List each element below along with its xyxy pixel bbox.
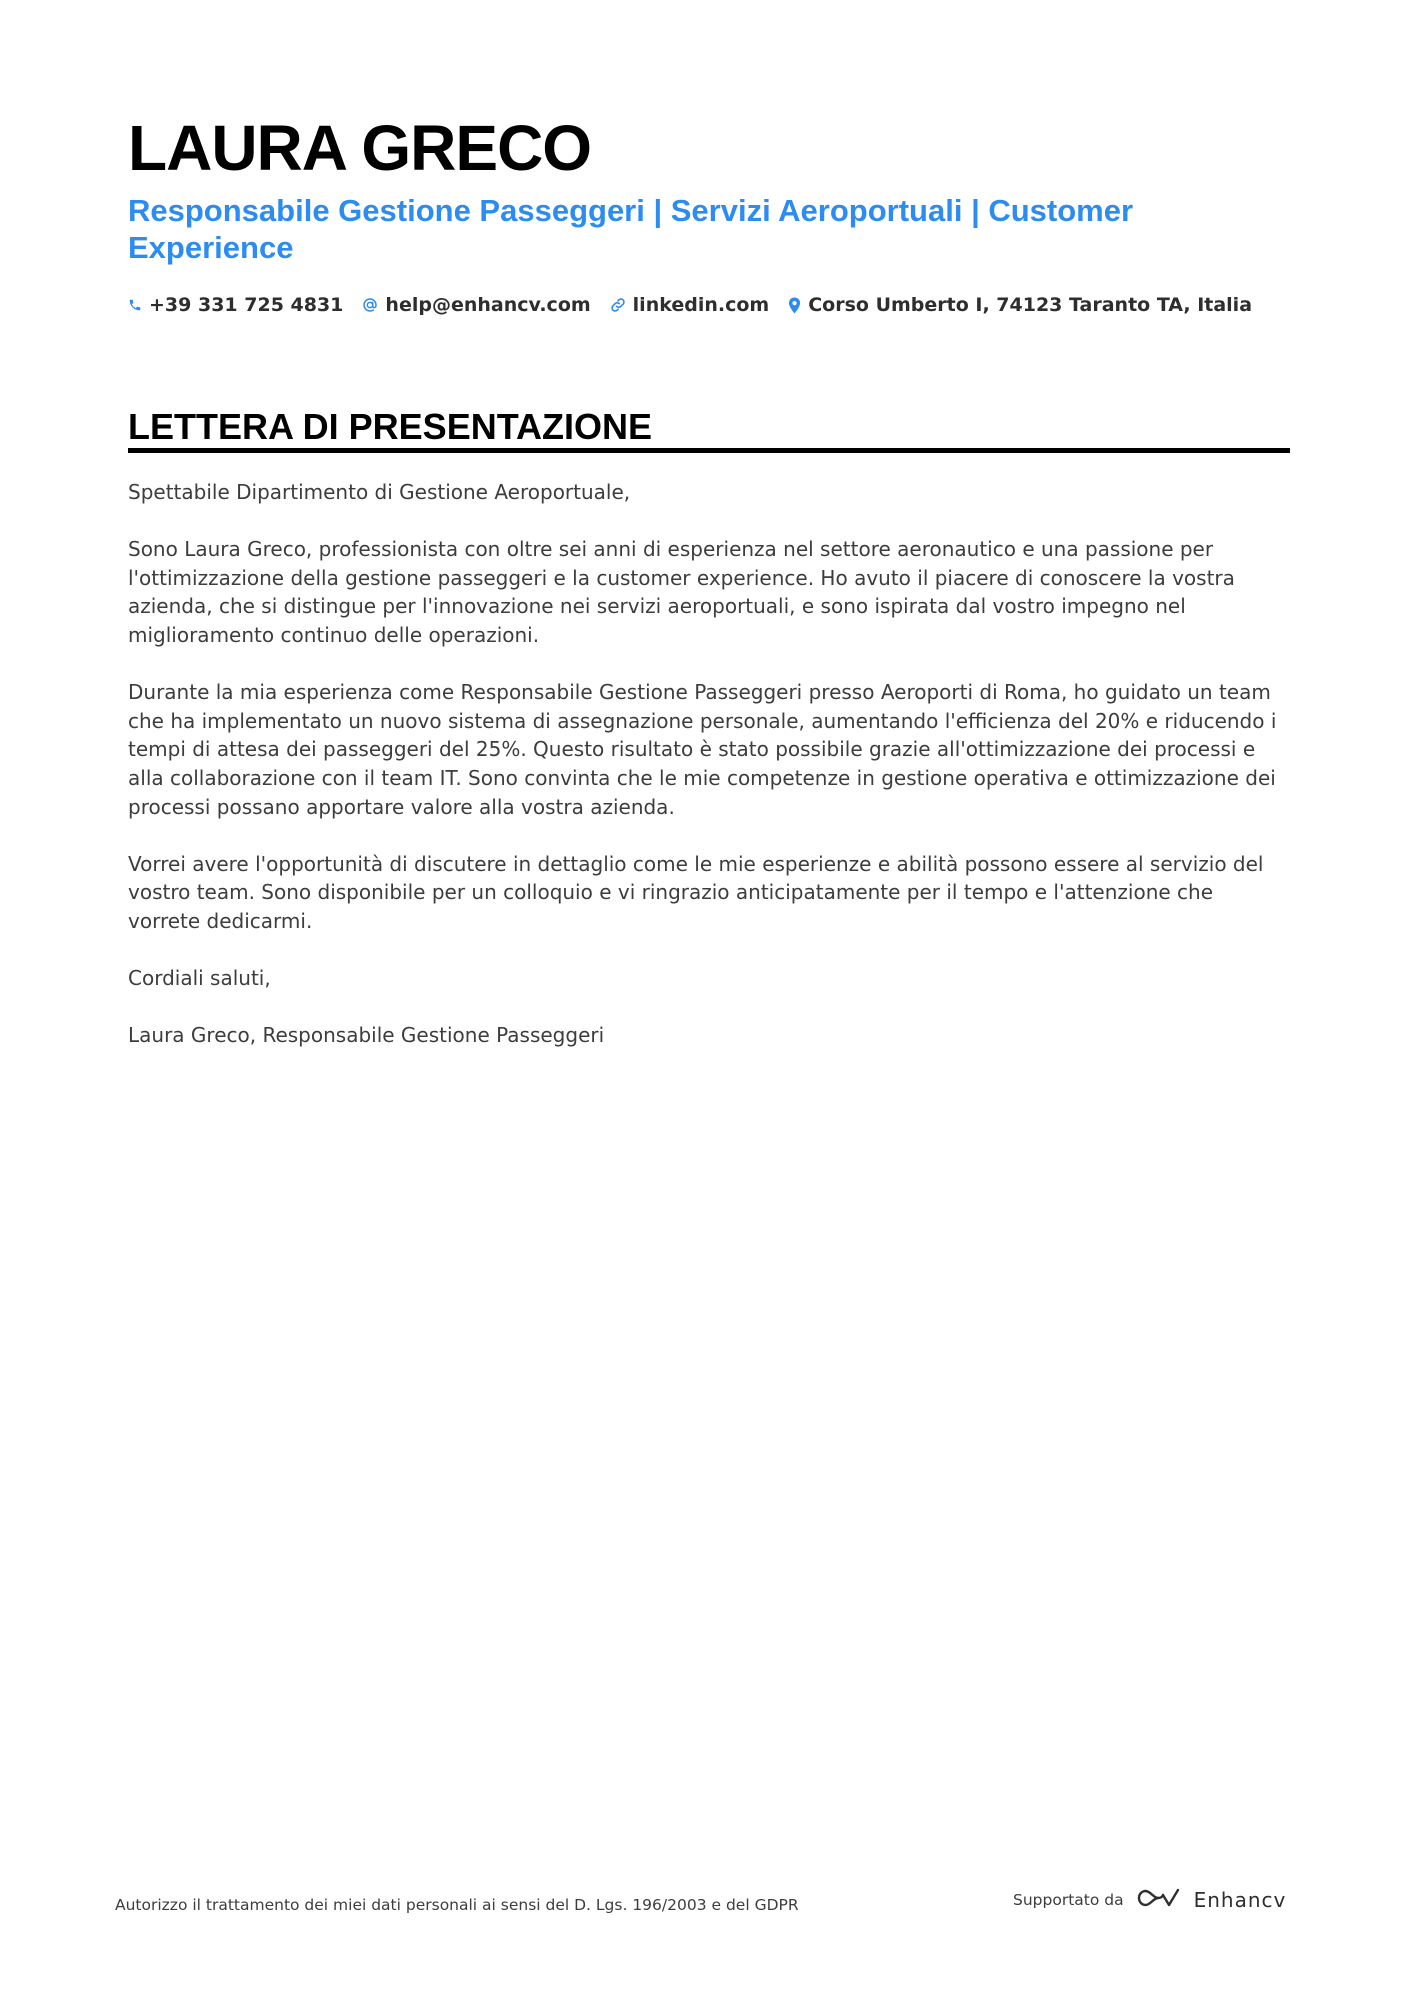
contact-email[interactable] bbox=[362, 292, 590, 318]
letter-body bbox=[128, 478, 1290, 1078]
letter-signature: Laura Greco, Responsabile Gestione Passeggeri bbox=[128, 1023, 605, 1048]
contact-address bbox=[788, 292, 1252, 318]
contact-linkedin[interactable] bbox=[610, 292, 770, 318]
phone-text: +39 331 725 4831 bbox=[149, 294, 344, 316]
letter-paragraph: Sono Laura Greco, professionista con oltre sei anni di esperienza nel settore aeronautico e una passione per l'ottimizzazione della gestione passeggeri e la customer experience. Ho avuto il piacere di conoscere la vostra azienda, che si distingue per l'innovazione nei servizi aeroportuali, e sono ispirata dal vostro impegno nel miglioramento continuo delle operazioni. bbox=[128, 537, 1235, 647]
letter-salutation: Spettabile Dipartimento di Gestione Aeroportuale, bbox=[128, 480, 631, 504]
link-icon bbox=[610, 297, 626, 313]
section-divider bbox=[128, 448, 1290, 453]
letter-closing: Cordiali saluti, bbox=[128, 966, 271, 991]
candidate-name: LAURA GRECO bbox=[128, 112, 592, 184]
location-pin-icon bbox=[788, 297, 801, 314]
letter-paragraph: Durante la mia esperienza come Responsabile Gestione Passeggeri presso Aeroporti di Roma, ho guidato un team che ha implementato un nuovo sistema di assegnazione personale, aumentando l'efficienza del 20% e riducendo i tempi di attesa dei passeggeri del 25%. Questo risultato è stato possibile grazie all'ottimizzazione dei processi e alla collaborazione con il team IT. Sono convinta che le mie competenze in gestione operativa e ottimizzazione dei processi possano apportare valore alla vostra azienda. bbox=[128, 680, 1277, 819]
section-title: LETTERA DI PRESENTAZIONE bbox=[128, 406, 653, 447]
powered-by[interactable] bbox=[1013, 1886, 1286, 1914]
address-text: Corso Umberto I, 74123 Taranto TA, Italia bbox=[808, 294, 1253, 316]
candidate-headline: Responsabile Gestione Passeggeri | Servizi Aeroportuali | Customer Experience bbox=[128, 193, 1134, 265]
letter-paragraph: Vorrei avere l'opportunità di discutere in dettaglio come le mie esperienze e abilità possono essere al servizio del vostro team. Sono disponibile per un colloquio e vi ringrazio anticipatamente per il tempo e l'attenzione che vorrete dedicarmi. bbox=[128, 851, 1264, 933]
enhancv-logo-icon bbox=[1136, 1886, 1182, 1914]
powered-by-label: Supportato da bbox=[1013, 1891, 1124, 1909]
at-icon bbox=[362, 297, 378, 313]
linkedin-text: linkedin.com bbox=[632, 294, 770, 316]
enhancv-wordmark: Enhancv bbox=[1193, 1888, 1287, 1912]
privacy-note: Autorizzo il trattamento dei miei dati personali ai sensi del D. Lgs. 196/2003 e del GDPR bbox=[115, 1896, 799, 1914]
contact-phone[interactable] bbox=[128, 292, 343, 318]
phone-icon bbox=[128, 297, 142, 313]
contact-bar bbox=[128, 292, 1252, 318]
email-text: help@enhancv.com bbox=[385, 294, 591, 316]
